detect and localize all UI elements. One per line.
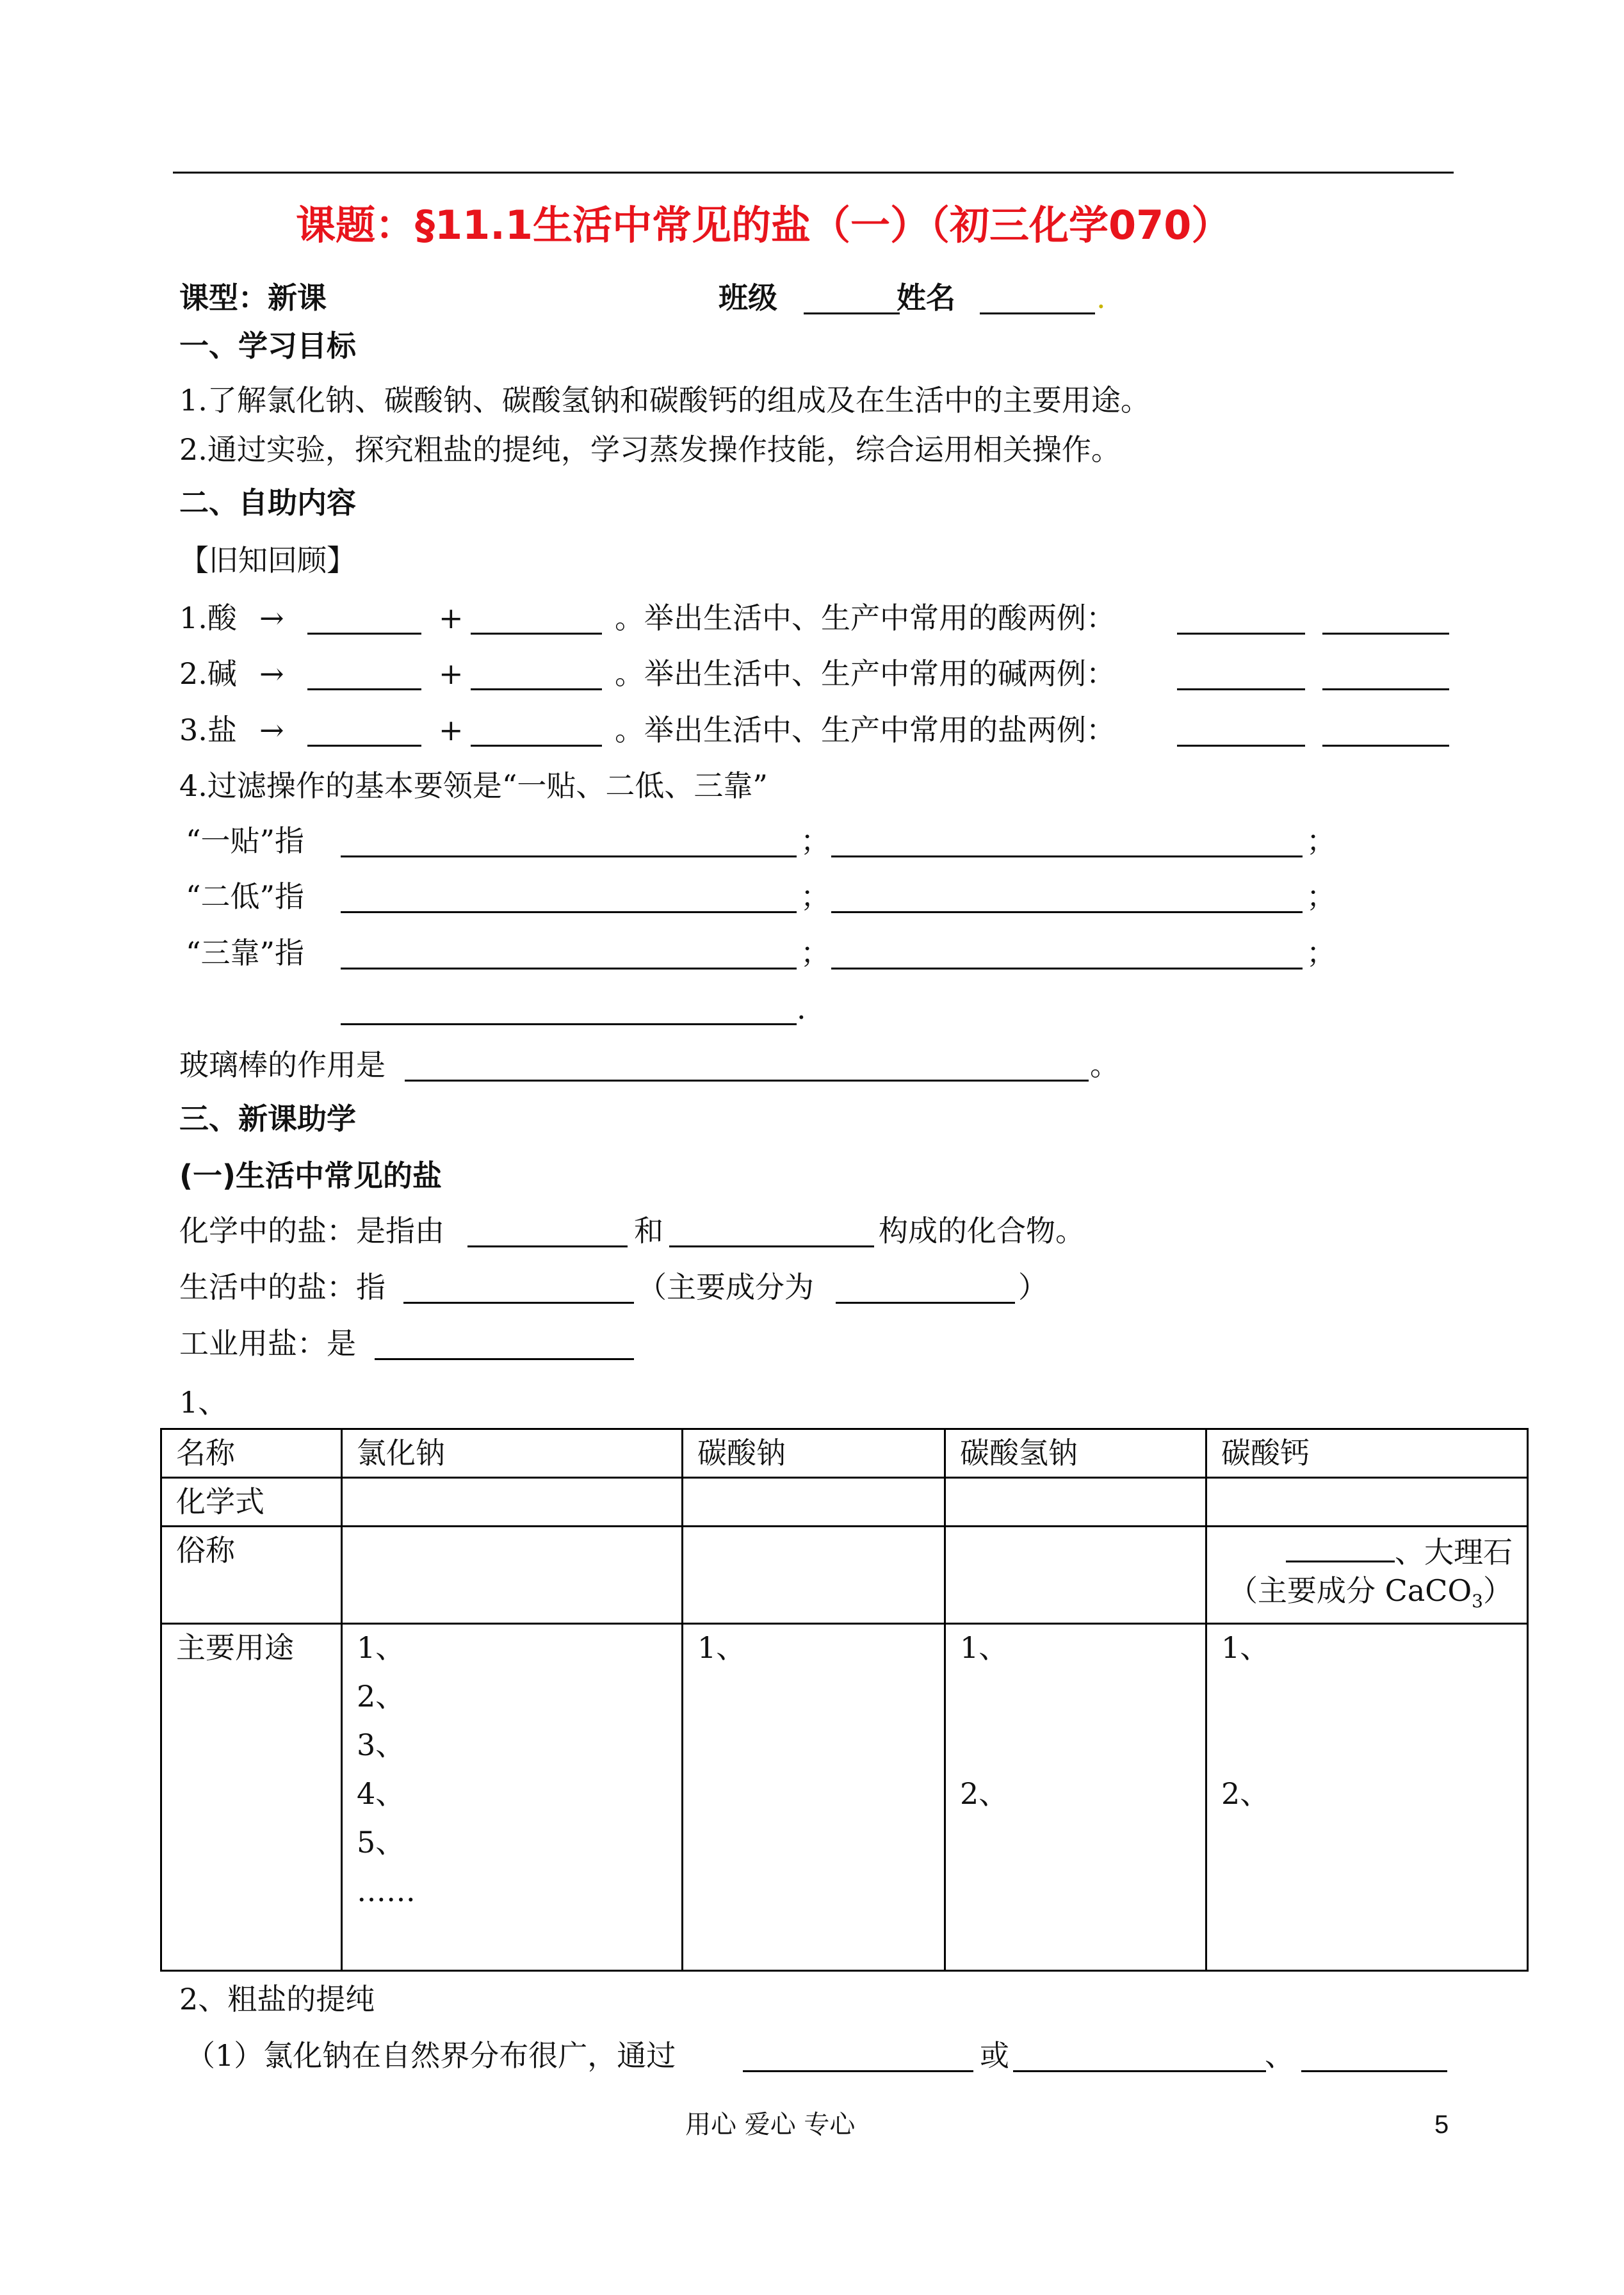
header-rule — [173, 172, 1454, 174]
crude-salt-blank-2[interactable] — [1013, 2041, 1266, 2072]
table-row-uses — [161, 1624, 1528, 1971]
chem-salt-a: 化学中的盐：是指由 — [179, 1213, 444, 1248]
q2-example-1[interactable] — [1177, 659, 1305, 690]
semicolon: ； — [800, 823, 830, 858]
plus-sign: + — [439, 601, 464, 635]
yitie-label: “一贴”指 — [186, 823, 305, 858]
formula-cell-caco3[interactable] — [1206, 1478, 1528, 1527]
caco3-main-component: （主要成分 CaCO — [1228, 1573, 1472, 1608]
life-salt-c: ） — [1018, 1270, 1048, 1304]
use-item: 1、 — [697, 1630, 746, 1665]
uses-cell-nacl[interactable] — [342, 1624, 683, 1971]
row-label-common-name: 俗称 — [161, 1527, 342, 1624]
life-salt-b: （主要成分为 — [637, 1270, 814, 1304]
caco3-common-blank[interactable] — [1286, 1531, 1395, 1562]
section3-subheading: (一)生活中常见的盐 — [179, 1158, 443, 1193]
erdi-blank-2[interactable] — [831, 882, 1303, 913]
objective-1: 1.了解氯化钠、碳酸钠、碳酸氢钠和碳酸钙的组成及在生活中的主要用途。 — [179, 383, 1150, 418]
q1-example-1[interactable] — [1177, 603, 1305, 635]
industry-salt-blank[interactable] — [375, 1329, 634, 1360]
formula-cell-nahco3[interactable] — [945, 1478, 1206, 1527]
sankao-blank-1[interactable] — [341, 938, 797, 969]
name-blank[interactable] — [980, 283, 1095, 314]
review-label: 【旧知回顾】 — [179, 543, 356, 578]
semicolon: ； — [1306, 823, 1336, 858]
q3-example-2[interactable] — [1322, 715, 1449, 747]
q1-blank-2[interactable] — [471, 603, 602, 635]
table-header-row — [161, 1429, 1528, 1478]
crude-salt-heading: 2、粗盐的提纯 — [179, 1982, 375, 2016]
arrow-icon: → — [259, 656, 284, 691]
common-cell-caco3[interactable] — [1206, 1527, 1528, 1624]
common-cell-nacl[interactable] — [342, 1527, 683, 1624]
q3-blank-2[interactable] — [471, 715, 602, 747]
caco3-subscript: 3 — [1472, 1591, 1483, 1612]
name-label: 姓名 — [897, 280, 955, 315]
use-item: 3、 — [357, 1728, 405, 1762]
arrow-icon: → — [259, 601, 284, 635]
caco3-common-marble: 、大理石 — [1395, 1535, 1513, 1569]
life-salt-blank-1[interactable] — [403, 1272, 634, 1304]
chem-salt-c: 构成的化合物。 — [879, 1213, 1085, 1248]
objective-2: 2.通过实验，探究粗盐的提纯，学习蒸发操作技能，综合运用相关操作。 — [179, 432, 1121, 467]
q2-prefix: 2.碱 — [179, 656, 237, 691]
crude-salt-blank-3[interactable] — [1301, 2041, 1447, 2072]
erdi-blank-1[interactable] — [341, 882, 797, 913]
caco3-common-line1 — [1221, 1531, 1513, 1571]
semicolon: ； — [1306, 936, 1336, 970]
erdi-label: “二低”指 — [186, 879, 305, 914]
section1-heading: 一、学习目标 — [179, 328, 356, 363]
class-label: 班级 — [719, 280, 777, 315]
yitie-blank-1[interactable] — [341, 826, 797, 857]
use-item: 1、 — [1221, 1630, 1270, 1665]
q2-example-2[interactable] — [1322, 659, 1449, 690]
arrow-icon: → — [259, 713, 284, 747]
uses-cell-caco3[interactable] — [1206, 1624, 1528, 1971]
table-row-common-name — [161, 1527, 1528, 1624]
chem-salt-blank-2[interactable] — [669, 1216, 874, 1247]
use-item: 2、 — [1221, 1776, 1270, 1811]
use-item: 2、 — [960, 1776, 1009, 1811]
use-item: 1、 — [960, 1630, 1009, 1665]
footer-center: 用心 爱心 专心 — [685, 2110, 856, 2139]
use-item: 4、 — [357, 1776, 405, 1811]
q3-blank-1[interactable] — [307, 715, 421, 747]
industry-salt: 工业用盐：是 — [179, 1326, 356, 1361]
q1-blank-1[interactable] — [307, 603, 421, 635]
use-item: 5、 — [357, 1825, 405, 1860]
header-cell-nacl: 氯化钠 — [342, 1429, 683, 1478]
crude-salt-line1-c: 、 — [1265, 2038, 1294, 2073]
q4-text: 4.过滤操作的基本要领是“一贴、二低、三靠” — [179, 768, 768, 803]
common-cell-nahco3[interactable] — [945, 1527, 1206, 1624]
q2-suffix: 。举出生活中、生产中常用的碱两例： — [615, 656, 1116, 691]
glass-rod-blank[interactable] — [405, 1050, 1089, 1082]
q1-suffix: 。举出生活中、生产中常用的酸两例： — [615, 601, 1116, 635]
glass-rod-end: 。 — [1090, 1048, 1119, 1082]
sankao-label: “三靠”指 — [186, 936, 305, 970]
table-row-formula — [161, 1478, 1528, 1527]
section3-heading: 三、新课助学 — [179, 1101, 356, 1136]
caco3-common-line2 — [1221, 1571, 1513, 1621]
q1-example-2[interactable] — [1322, 603, 1449, 635]
period: . — [797, 991, 806, 1026]
use-item: 2、 — [357, 1679, 405, 1714]
class-blank[interactable] — [804, 283, 900, 314]
page-title: 课题：§11.1生活中常见的盐（一）（初三化学070） — [296, 202, 1231, 248]
chem-salt-blank-1[interactable] — [467, 1216, 628, 1247]
life-salt-blank-2[interactable] — [836, 1272, 1015, 1304]
header-cell-caco3: 碳酸钙 — [1206, 1429, 1528, 1478]
section2-heading: 二、自助内容 — [179, 485, 356, 520]
uses-cell-nahco3[interactable] — [945, 1624, 1206, 1971]
uses-cell-na2co3[interactable] — [683, 1624, 945, 1971]
row-label-uses: 主要用途 — [161, 1624, 342, 1971]
q1-prefix: 1.酸 — [179, 601, 237, 635]
q3-prefix: 3.盐 — [179, 713, 237, 747]
semicolon: ； — [800, 879, 830, 914]
yellow-mark: . — [1096, 280, 1106, 315]
sankao-blank-3[interactable] — [341, 994, 797, 1025]
crude-salt-line1-b: 或 — [980, 2038, 1009, 2073]
q2-blank-2[interactable] — [471, 659, 602, 690]
table-number: 1、 — [179, 1385, 228, 1420]
formula-cell-nacl[interactable] — [342, 1478, 683, 1527]
row-label-formula: 化学式 — [161, 1478, 342, 1527]
common-cell-na2co3[interactable] — [683, 1527, 945, 1624]
use-item-ellipsis: …… — [357, 1874, 416, 1908]
q3-example-1[interactable] — [1177, 715, 1305, 747]
crude-salt-blank-1[interactable] — [743, 2041, 973, 2072]
chem-salt-b: 和 — [634, 1213, 663, 1248]
formula-cell-na2co3[interactable] — [683, 1478, 945, 1527]
header-cell-na2co3: 碳酸钠 — [683, 1429, 945, 1478]
glass-rod-label: 玻璃棒的作用是 — [179, 1048, 386, 1082]
crude-salt-line1-a: （1）氯化钠在自然界分布很广，通过 — [186, 2038, 676, 2073]
yitie-blank-2[interactable] — [831, 826, 1303, 857]
header-cell-nahco3: 碳酸氢钠 — [945, 1429, 1206, 1478]
life-salt-a: 生活中的盐：指 — [179, 1270, 386, 1304]
q2-blank-1[interactable] — [307, 659, 421, 690]
plus-sign: + — [439, 713, 464, 747]
semicolon: ； — [800, 936, 830, 970]
use-item: 1、 — [357, 1630, 405, 1665]
salts-table — [160, 1428, 1529, 1972]
semicolon: ； — [1306, 879, 1336, 914]
sankao-blank-2[interactable] — [831, 938, 1303, 969]
plus-sign: + — [439, 656, 464, 691]
caco3-close-paren: ） — [1483, 1573, 1513, 1608]
lesson-type: 课型：新课 — [179, 280, 327, 315]
q3-suffix: 。举出生活中、生产中常用的盐两例： — [615, 713, 1116, 747]
header-cell-name: 名称 — [161, 1429, 342, 1478]
page-number: 5 — [1434, 2111, 1449, 2139]
